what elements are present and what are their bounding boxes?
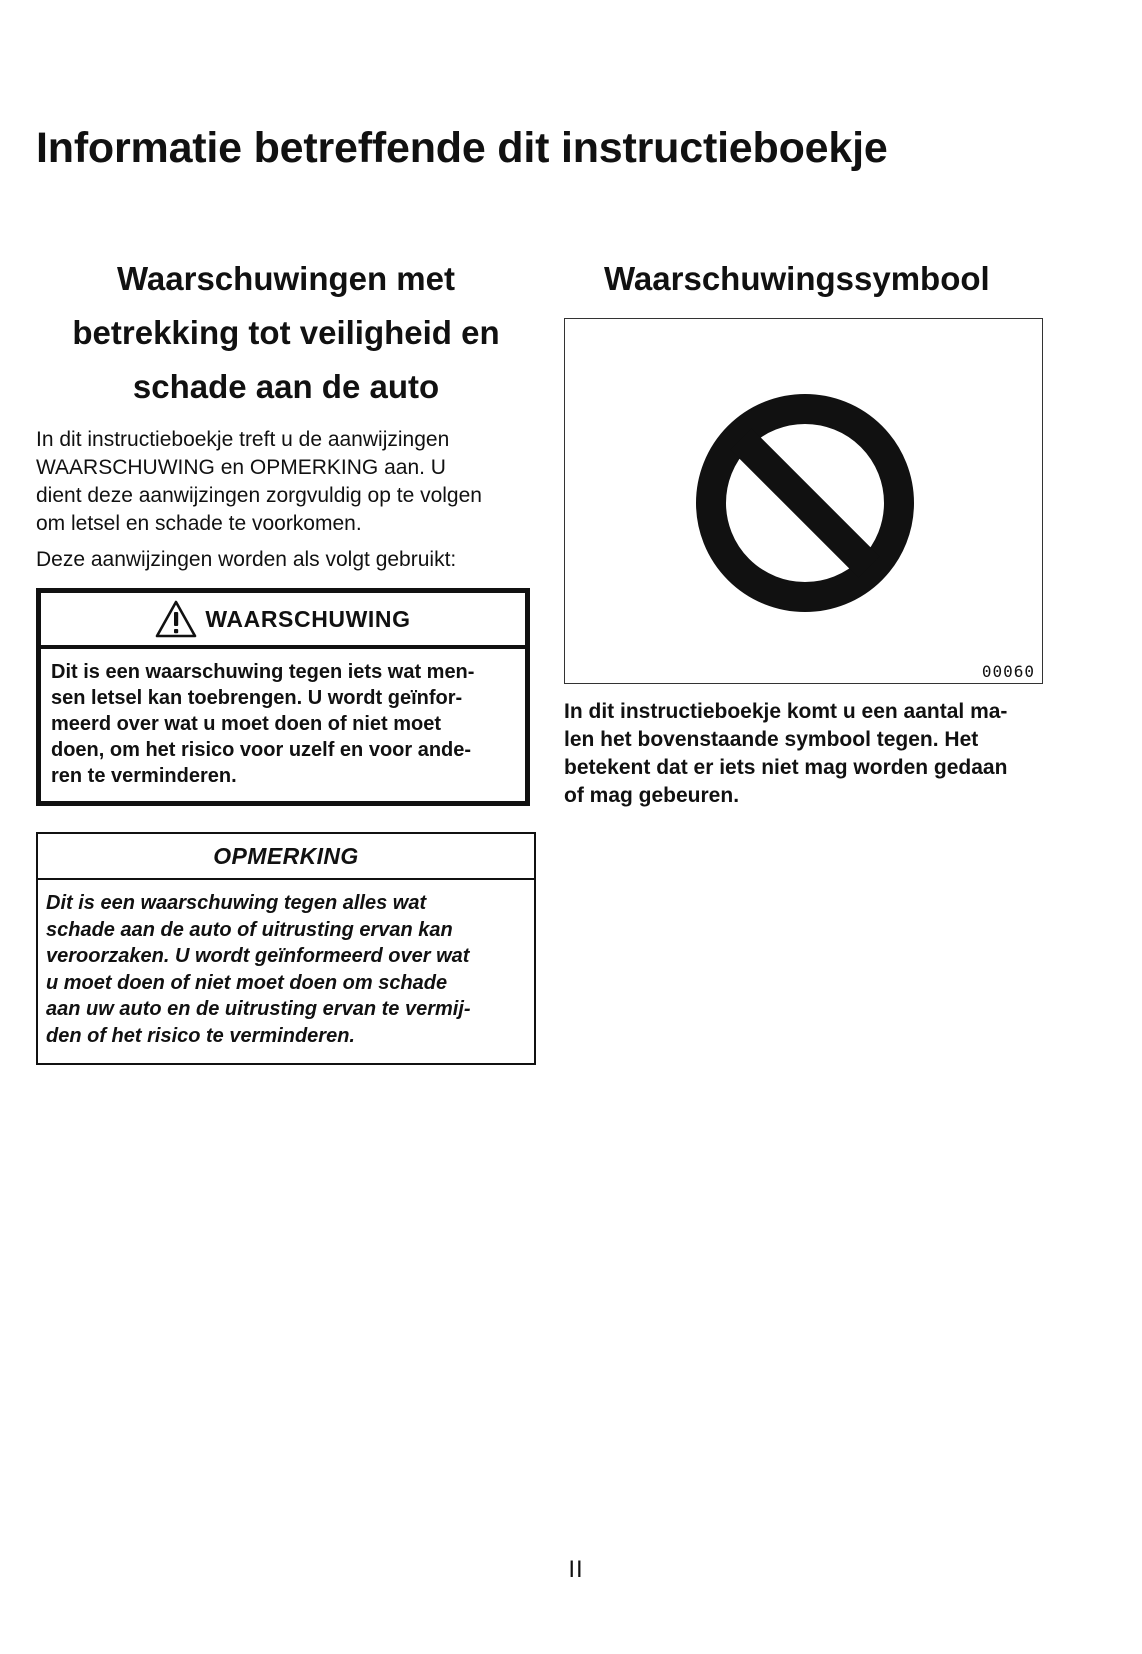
note-text bbox=[38, 880, 534, 1063]
heading-line: Waarschuwingen met bbox=[116, 260, 455, 297]
page-number: II bbox=[568, 1556, 584, 1583]
warning-box bbox=[36, 588, 530, 806]
symbol-section-heading: Waarschuwingssymbool bbox=[604, 260, 990, 297]
symbol-figure bbox=[564, 318, 1043, 684]
warning-header bbox=[41, 593, 525, 649]
note-line: aan uw auto en de uitrusting ervan te vermij- bbox=[46, 998, 471, 1020]
note-header bbox=[38, 834, 534, 880]
usage-paragraph: Deze aanwijzingen worden als volgt gebruikt: bbox=[36, 548, 457, 571]
safety-section bbox=[36, 252, 536, 1065]
note-line: u moet doen of niet moet doen om schade bbox=[46, 971, 448, 994]
prohibition-icon bbox=[695, 393, 915, 613]
note-line: veroorzaken. U wordt geïnformeerd over wat bbox=[46, 945, 470, 967]
note-line: den of het risico te verminderen. bbox=[46, 1024, 355, 1047]
warning-triangle-icon bbox=[155, 600, 197, 638]
note-line: schade aan de auto of uitrusting ervan kan bbox=[46, 918, 453, 941]
note-line: Dit is een waarschuwing tegen alles wat bbox=[46, 892, 427, 914]
intro-line: om letsel en schade te voorkomen. bbox=[36, 512, 362, 535]
warning-line: sen letsel kan toebrengen. U wordt geïnfor- bbox=[51, 687, 463, 709]
warning-line: ren te verminderen. bbox=[51, 765, 237, 787]
heading-line: schade aan de auto bbox=[132, 368, 440, 405]
caption-line: betekent dat er iets niet mag worden gedaan bbox=[564, 756, 1008, 779]
note-box bbox=[36, 832, 536, 1065]
note-label: OPMERKING bbox=[213, 842, 359, 869]
caption-line: len het bovenstaande symbool tegen. Het bbox=[564, 728, 979, 751]
symbol-caption bbox=[564, 698, 1054, 810]
intro-line: In dit instructieboekje treft u de aanwijzingen bbox=[36, 428, 450, 451]
figure-code: 00060 bbox=[981, 662, 1035, 681]
intro-paragraph bbox=[36, 426, 536, 538]
warning-line: Dit is een waarschuwing tegen iets wat men- bbox=[51, 661, 475, 683]
warning-line: doen, om het risico voor uzelf en voor ande- bbox=[51, 739, 472, 761]
warning-text bbox=[41, 649, 525, 801]
intro-line: WAARSCHUWING en OPMERKING aan. U bbox=[36, 456, 446, 479]
heading-line: betrekking tot veiligheid en bbox=[72, 314, 500, 351]
intro-line: dient deze aanwijzingen zorgvuldig op te volgen bbox=[36, 484, 482, 507]
safety-section-heading bbox=[36, 252, 536, 414]
warning-line: meerd over wat u moet doen of niet moet bbox=[51, 713, 442, 735]
caption-line: of mag gebeuren. bbox=[564, 784, 740, 807]
warning-label: WAARSCHUWING bbox=[205, 605, 411, 632]
caption-line: In dit instructieboekje komt u een aantal ma- bbox=[564, 700, 1008, 723]
symbol-section bbox=[564, 252, 1064, 810]
page-title: Informatie betreffende dit instructieboekje bbox=[36, 124, 888, 172]
